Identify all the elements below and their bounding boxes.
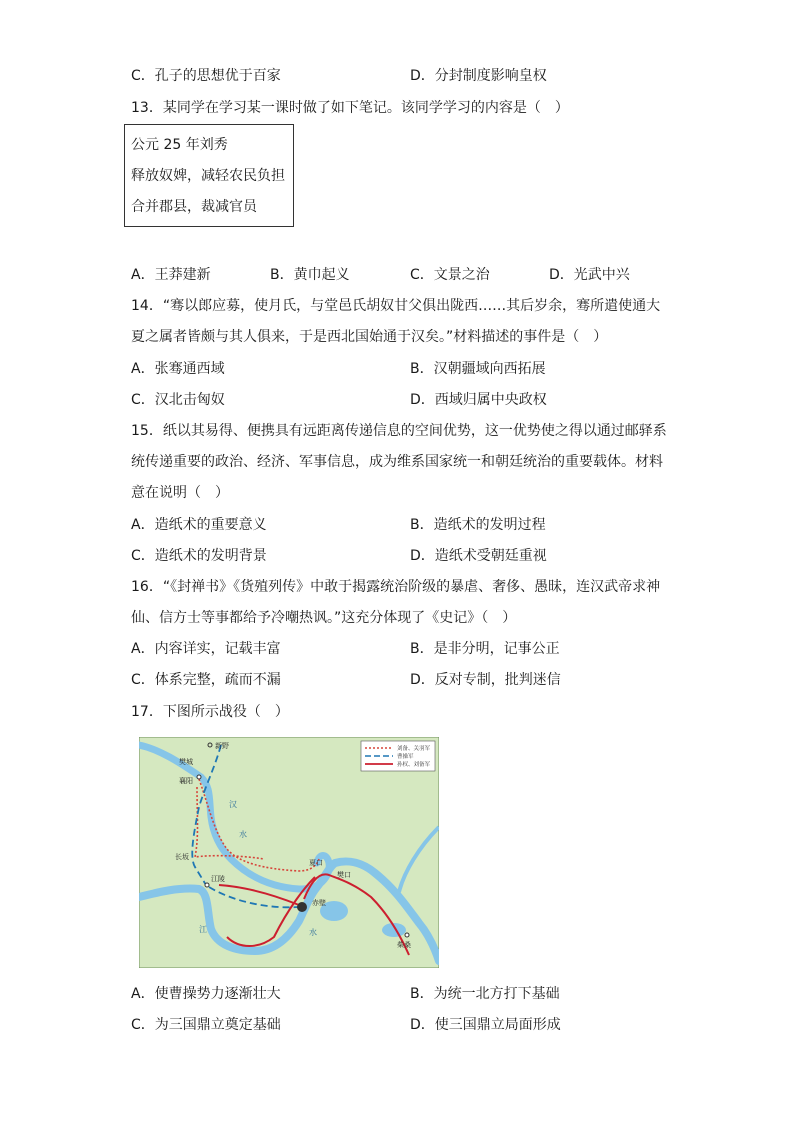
q16-option-d: D．反对专制，批判迷信 <box>410 672 561 688</box>
q15-stem-line2: 统传递重要的政治、经济、军事信息，成为维系国家统一和朝廷统治的重要载体。材料 <box>131 454 663 470</box>
q17-option-c: C．为三国鼎立奠定基础 <box>131 1017 281 1033</box>
q12-option-c: C．孔子的思想优于百家 <box>131 68 281 84</box>
q13-option-a: A．王莽建新 <box>131 267 211 283</box>
q17-option-a: A．使曹操势力逐渐壮大 <box>131 986 281 1002</box>
q15-option-a: A．造纸术的重要意义 <box>131 517 267 533</box>
q17-option-d: D．使三国鼎立局面形成 <box>410 1017 561 1033</box>
q16-stem-line2: 仙、信方士等事都给予冷嘲热讽。”这充分体现了《史记》（ ） <box>131 610 517 626</box>
place-marker <box>197 775 201 779</box>
q14-option-b: B．汉朝疆域向西拓展 <box>410 361 546 377</box>
place-label: 新野 <box>215 742 229 750</box>
legend-label: 刘备、关羽军 <box>397 746 431 752</box>
q14-stem-line1: 14．“骞以郎应募，使月氏，与堂邑氏胡奴甘父俱出陇西……其后岁余，骞所遣使通大 <box>131 298 661 314</box>
river-label: 江 <box>199 925 207 934</box>
legend-label: 曹操军 <box>397 754 414 760</box>
q13-note-line: 公元 25 年刘秀 <box>131 137 228 153</box>
legend-label: 孙权、刘备军 <box>397 762 431 768</box>
q16-stem-line1: 16．“《封禅书》《货殖列传》中敢于揭露统治阶级的暴虐、奢侈、愚昧，连汉武帝求神 <box>131 579 661 595</box>
q15-option-b: B．造纸术的发明过程 <box>410 517 546 533</box>
q13-note-box <box>124 124 294 227</box>
q15-option-c: C．造纸术的发明背景 <box>131 548 267 564</box>
q13-stem: 13．某同学在学习某一课时做了如下笔记。该同学学习的内容是（ ） <box>131 100 569 116</box>
battle-site-icon <box>297 902 307 912</box>
place-label: 江陵 <box>211 875 225 883</box>
place-label: 赤壁 <box>312 899 326 907</box>
river-label: 水 <box>309 928 317 937</box>
place-label: 长坂 <box>175 853 189 861</box>
q14-option-a: A．张骞通西域 <box>131 361 225 377</box>
place-label: 樊城 <box>179 758 193 766</box>
river-label: 水 <box>239 830 247 839</box>
q15-stem-line3: 意在说明（ ） <box>131 485 229 501</box>
q14-stem-line2: 夏之属者皆颇与其人俱来，于是西北国始通于汉矣。”材料描述的事件是（ ） <box>131 329 608 345</box>
q16-option-c: C．体系完整，疏而不漏 <box>131 672 281 688</box>
q17-stem: 17．下图所示战役（ ） <box>131 704 289 720</box>
q16-option-a: A．内容详实，记载丰富 <box>131 641 281 657</box>
q12-option-d: D．分封制度影响皇权 <box>410 68 547 84</box>
place-label: 樊口 <box>337 871 351 879</box>
place-label: 夏口 <box>309 859 323 867</box>
q17-option-b: B．为统一北方打下基础 <box>410 986 560 1002</box>
q13-option-c: C．文景之治 <box>410 267 490 283</box>
q14-option-c: C．汉北击匈奴 <box>131 392 225 408</box>
place-label: 柴桑 <box>397 941 411 949</box>
q13-note-line: 释放奴婢，减轻农民负担 <box>131 168 285 184</box>
q13-note-line: 合并郡县，裁减官员 <box>131 199 257 215</box>
q16-option-b: B．是非分明，记事公正 <box>410 641 560 657</box>
q13-option-d: D．光武中兴 <box>549 267 630 283</box>
q14-option-d: D．西域归属中央政权 <box>410 392 547 408</box>
place-marker <box>205 883 209 887</box>
battle-map <box>139 737 439 968</box>
river-label: 汉 <box>229 800 237 809</box>
q15-stem-line1: 15．纸以其易得、便携具有远距离传递信息的空间优势，这一优势使之得以通过邮驿系 <box>131 423 667 439</box>
q15-option-d: D．造纸术受朝廷重视 <box>410 548 547 564</box>
place-label: 襄阳 <box>179 777 193 785</box>
q13-option-b: B．黄巾起义 <box>270 267 350 283</box>
place-marker <box>405 933 409 937</box>
